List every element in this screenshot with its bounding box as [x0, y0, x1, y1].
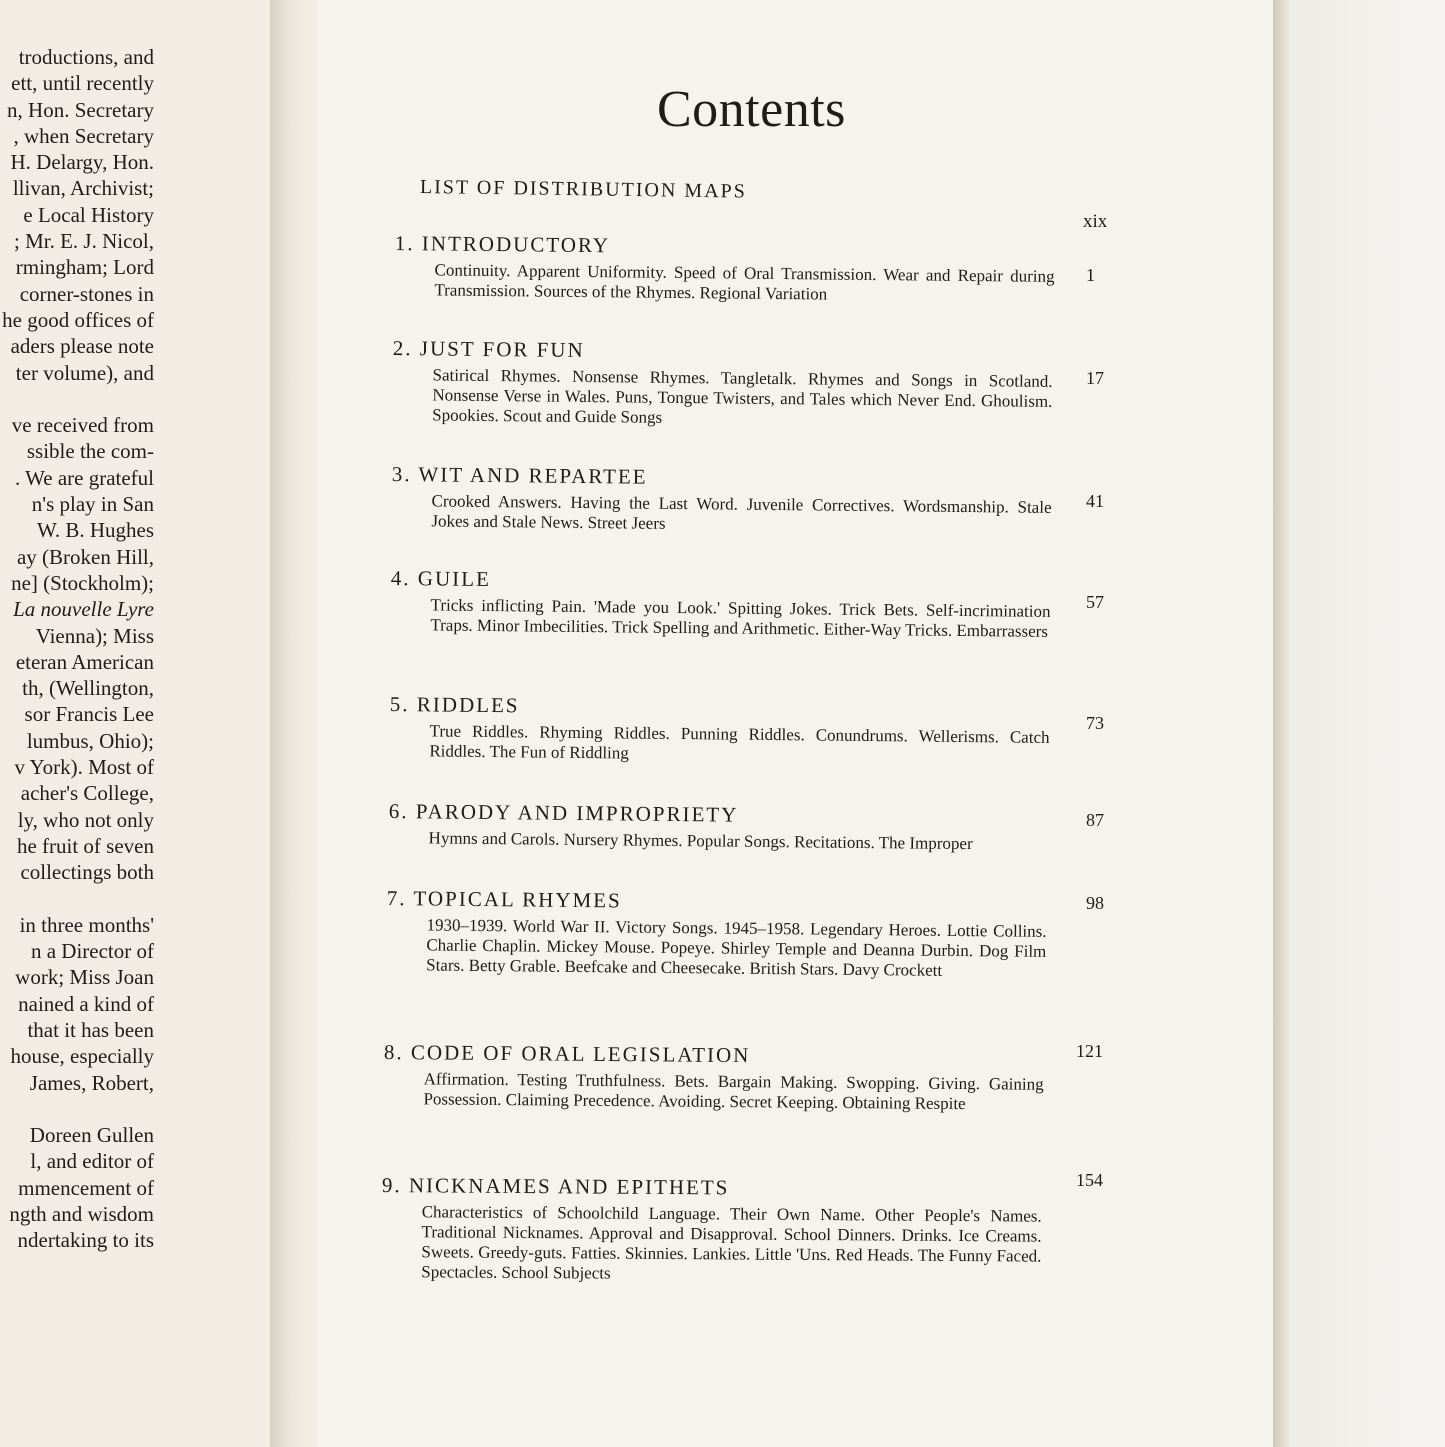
left-page-line: ve received from: [11, 413, 154, 438]
left-page-line: rmingham; Lord: [15, 255, 154, 280]
chapter-page-number: 57: [1086, 592, 1104, 612]
left-page-line: La nouvelle Lyre: [13, 597, 154, 622]
chapter-entry: [381, 1173, 1102, 1287]
left-page-line: e Local History: [23, 202, 154, 227]
chapter-page-number: 41: [1086, 491, 1104, 511]
chapter-description: True Riddles. Rhyming Riddles. Punning Riddles. Conundrums. Wellerisms. Catch Riddles. The Fun of Riddling: [429, 721, 1050, 763]
left-page-line: Vienna); Miss: [35, 623, 154, 648]
chapter-description: Tricks inflicting Pain. 'Made you Look.' Spitting Jokes. Trick Bets. Self-incrimination Traps. Minor Imbecilities. Trick Spelling and Arithmetic. Either-Way Tricks. Embarrassers: [430, 595, 1051, 641]
left-page-line: , when Secretary: [13, 123, 154, 148]
left-page-line: n, Hon. Secretary: [7, 97, 154, 122]
chapter-title: [382, 1173, 1102, 1203]
left-page-line: troductions, and: [18, 45, 154, 69]
chapter-page-number: 121: [1076, 1041, 1103, 1061]
maps-list-label: LIST OF DISTRIBUTION MAPS: [419, 176, 748, 203]
chapter-page-number: 17: [1086, 368, 1104, 388]
left-page-line: eteran American: [15, 649, 154, 674]
left-page-line: H. Delargy, Hon.: [10, 150, 154, 175]
chapter-description: Crooked Answers. Having the Last Word. Juvenile Correctives. Wordsmanship. Stale Jokes and Stale News. Street Jeers: [431, 491, 1052, 533]
left-page-line: collectings both: [20, 860, 154, 885]
left-page-line: [2, 386, 154, 412]
chapter-entry: [389, 692, 1110, 769]
chapter-title-text: NICKNAMES AND EPITHETS: [408, 1173, 730, 1200]
left-page-line: l, and editor of: [30, 1149, 154, 1174]
chapter-entry: [386, 886, 1107, 983]
left-page-line: sor Francis Lee: [24, 702, 154, 727]
chapter-number: 2.: [392, 336, 420, 361]
chapter-title-text: PARODY AND IMPROPRIETY: [415, 799, 739, 827]
chapter-title-text: WIT AND REPARTEE: [418, 462, 648, 489]
chapter-description: Continuity. Apparent Uniformity. Speed of Oral Transmission. Wear and Repair during Transmission. Sources of the Rhymes. Regional Variation: [434, 260, 1055, 304]
left-page-line: house, especially: [10, 1044, 154, 1069]
chapter-number: 8.: [383, 1040, 411, 1065]
chapter-title-text: JUST FOR FUN: [419, 336, 585, 363]
chapter-title: [384, 1040, 1104, 1071]
chapter-page-number: 154: [1076, 1170, 1103, 1190]
chapter-entry: [394, 231, 1115, 308]
chapter-description: 1930–1939. World War II. Victory Songs. 1945–1958. Legendary Heroes. Lottie Collins. Charlie Chaplin. Mickey Mouse. Popeye. Shirley Temple and Deanna Durbin. Dog Film Stars. Betty Grable. Beefcake and Cheesecake. British Stars. Davy Crockett: [426, 915, 1047, 980]
left-page-line: Doreen Gullen: [29, 1123, 154, 1148]
left-page-line: that it has been: [27, 1017, 154, 1042]
left-page-line: ; Mr. E. J. Nicol,: [14, 229, 154, 254]
left-page-line: acher's College,: [20, 781, 154, 806]
chapter-number: 5.: [389, 692, 417, 717]
chapter-entry: [383, 1040, 1104, 1115]
chapter-page-number: 87: [1086, 810, 1104, 830]
chapter-page-number: 1: [1086, 265, 1095, 285]
chapter-description: Satirical Rhymes. Nonsense Rhymes. Tangletalk. Rhymes and Songs in Scotland. Nonsense Verse in Wales. Puns, Tongue Twisters, and Tales which Never End. Ghoulism. Spookies. Scout and Guide Songs: [432, 365, 1053, 427]
chapter-page-number: 73: [1086, 713, 1104, 733]
chapter-entry: [388, 799, 1108, 856]
chapter-number: 6.: [388, 799, 416, 824]
left-page-line: n a Director of: [30, 939, 154, 964]
left-page: [0, 0, 270, 1447]
left-page-line: W. B. Hughes: [36, 518, 154, 543]
maps-page-number: xix: [1083, 211, 1108, 232]
left-page-line: aders please note: [10, 334, 154, 359]
left-page-line: ngth and wisdom: [9, 1202, 154, 1227]
left-page-line: [2, 886, 154, 912]
chapter-number: 3.: [391, 462, 419, 487]
chapter-description: Hymns and Carols. Nursery Rhymes. Popular Songs. Recitations. The Improper: [428, 828, 973, 854]
chapter-description: Characteristics of Schoolchild Language. Their Own Name. Other People's Names. Traditional Nicknames. Approval and Disapproval. School Dinners. Drinks. Ice Creams. Sweets. Greedy-guts. Fatties. Skinnies. Lankies. Little 'Uns. Red Heads. The Funny Faced. Spectacles. School Subjects: [421, 1202, 1042, 1283]
page-title: Contents: [657, 81, 846, 138]
chapter-title-text: GUILE: [417, 566, 491, 592]
left-page-line: lumbus, Ohio);: [26, 728, 154, 753]
chapter-title-text: TOPICAL RHYMES: [413, 886, 622, 913]
chapter-entry: [391, 462, 1112, 539]
chapter-entry: [390, 566, 1111, 643]
chapter-title-text: RIDDLES: [416, 692, 520, 718]
chapter-title-text: INTRODUCTORY: [421, 231, 611, 258]
left-page-line: in three months': [19, 912, 154, 937]
left-page-line: n's play in San: [31, 492, 154, 517]
left-page-line: corner-stones in: [19, 281, 154, 306]
chapter-number: 7.: [386, 886, 414, 911]
chapter-number: 4.: [390, 566, 418, 591]
chapter-description: Affirmation. Testing Truthfulness. Bets. Bargain Making. Swopping. Giving. Gaining Possession. Claiming Precedence. Avoiding. Secret Keeping. Obtaining Respite: [423, 1069, 1044, 1114]
book-gutter: [270, 0, 320, 1447]
chapter-title-text: CODE OF ORAL LEGISLATION: [410, 1040, 751, 1068]
left-page-line: th, (Wellington,: [22, 676, 154, 701]
left-page-line: ndertaking to its: [17, 1228, 154, 1253]
left-page-line: v York). Most of: [14, 755, 154, 780]
left-page-line: work; Miss Joan: [15, 965, 154, 990]
left-page-line: . We are grateful: [14, 465, 154, 490]
left-page-line: ett, until recently: [11, 71, 154, 96]
chapter-entry: [392, 336, 1113, 433]
left-page-line: he good offices of: [2, 307, 154, 332]
left-page-line: [2, 1096, 154, 1122]
page-edge: [1273, 0, 1445, 1447]
left-page-line: ly, who not only: [17, 807, 154, 832]
left-page-line: llivan, Archivist;: [12, 176, 154, 201]
chapter-page-number: 98: [1086, 893, 1104, 913]
left-page-line: he fruit of seven: [16, 833, 154, 858]
left-page-line: ne] (Stockholm);: [11, 570, 154, 595]
chapter-number: 1.: [394, 231, 422, 256]
left-page-line: ter volume), and: [15, 360, 154, 385]
left-page-line: mmencement of: [18, 1175, 154, 1200]
left-page-text: [2, 44, 154, 1254]
left-page-line: James, Robert,: [29, 1070, 154, 1095]
left-page-line: nained a kind of: [18, 991, 154, 1016]
chapter-number: 9.: [381, 1173, 409, 1198]
left-page-line: ay (Broken Hill,: [16, 544, 154, 569]
left-page-line: ssible the com-: [26, 439, 154, 464]
